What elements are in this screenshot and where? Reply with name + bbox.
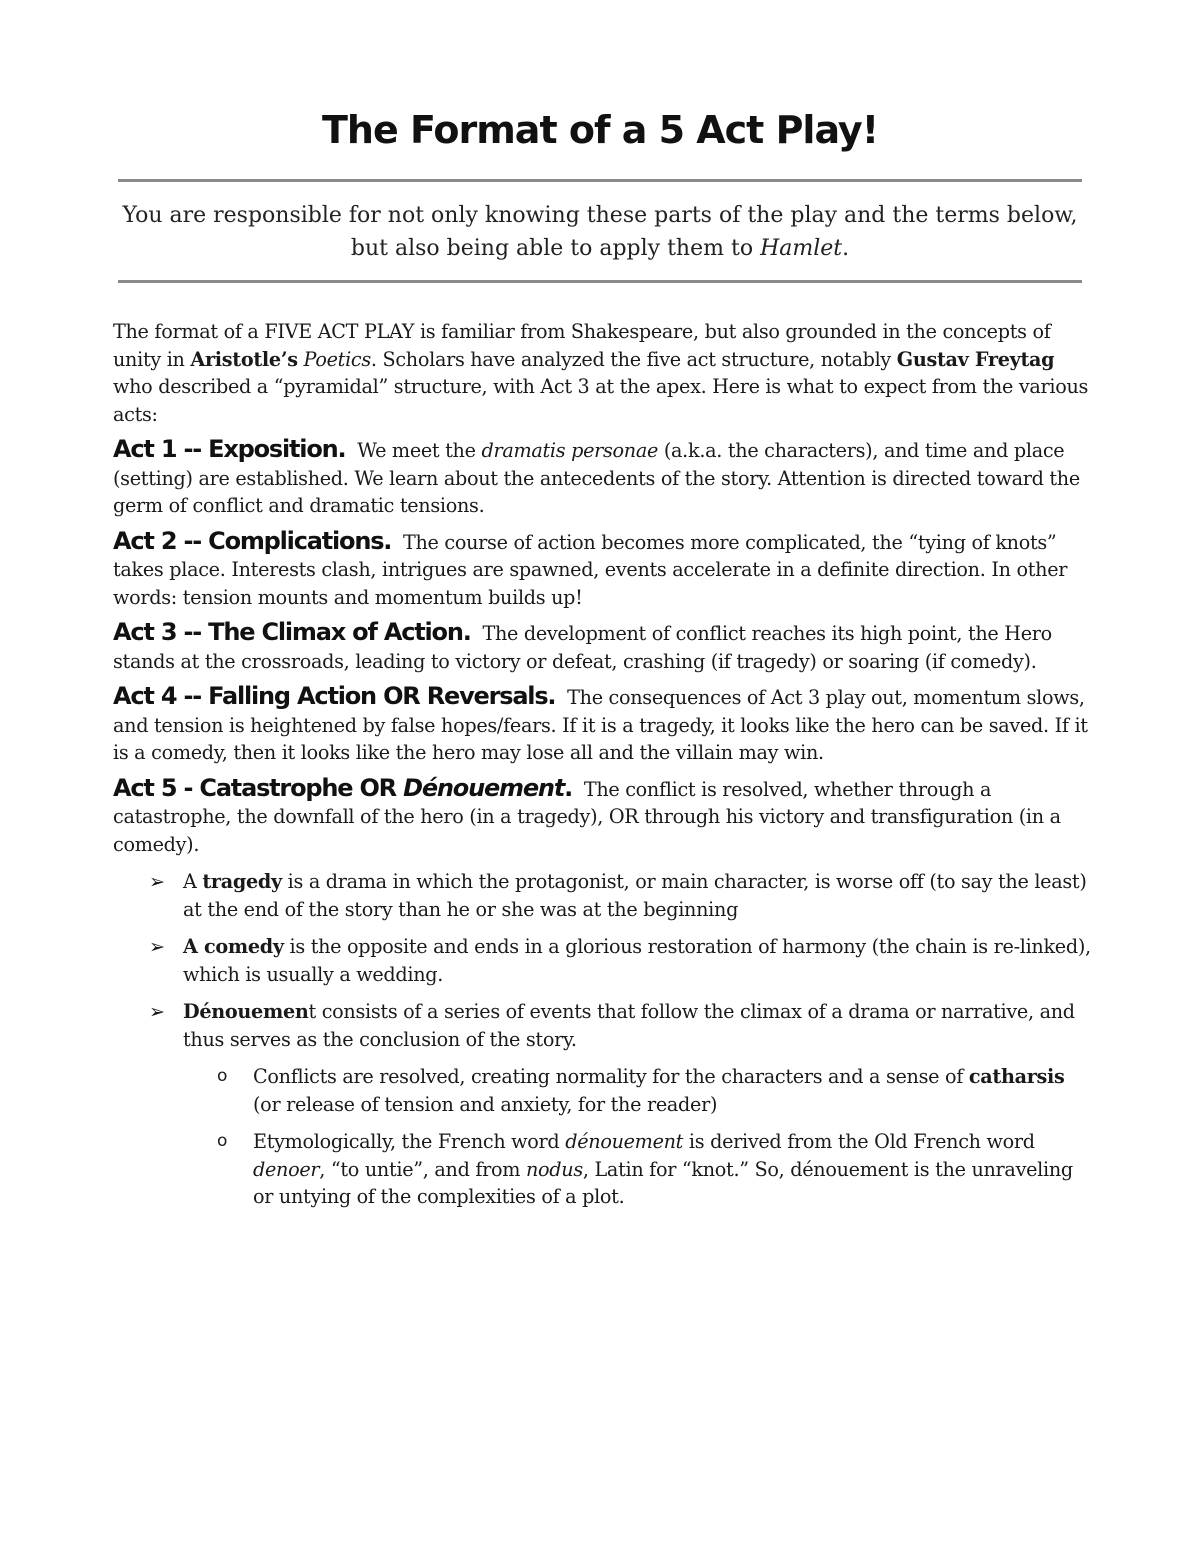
list-item-text: t consists of a series of events that follow the climax of a drama or narrative, and thus serves as the conclusion of the story. [183, 1000, 1075, 1051]
act-4-text: The consequences of Act 3 play out, momentum slows, and tension is heightened by false hopes/fears. If it is a tragedy, it looks like the hero can be saved. If it is a comedy, then it looks like the hero may lose all and the villain may win. [113, 686, 1088, 764]
intro-poetics: Poetics [303, 347, 371, 371]
act-1-italic-term: dramatis personae [481, 439, 659, 462]
term-catharsis: catharsis [968, 1065, 1065, 1088]
notice-period: . [842, 236, 850, 261]
document-body [113, 318, 1093, 1221]
page-title: The Format of a 5 Act Play! [321, 108, 879, 152]
arrow-bullet-icon: ➢ [149, 935, 165, 958]
sub-item-text: , “to untie”, and from [319, 1157, 526, 1181]
arrow-bullet-icon: ➢ [149, 1000, 165, 1023]
intro-text: The format of a FIVE ACT PLAY is familiar from Shakespeare, but also grounded in the concepts of unity in [113, 320, 1051, 371]
act-3-heading: Act 3 -- The Climax of Action. [113, 618, 471, 646]
act-2-paragraph [113, 528, 1093, 612]
act-3-text: The development of conflict reaches its high point, the Hero stands at the crossroads, leading to victory or defeat, crashing (if tragedy) or soaring (if comedy). [113, 622, 1052, 673]
list-item-denouement [149, 998, 1093, 1211]
sub-item-etymology [217, 1128, 1093, 1211]
sub-item-text: is derived from the Old French word [683, 1130, 1035, 1153]
list-item-text: is a drama in which the protagonist, or main character, is worse off (to say the least) at the end of the story than he or she was at the beginning [183, 870, 1087, 921]
act-5-heading-end: . [564, 773, 573, 802]
intro-paragraph [113, 318, 1093, 428]
list-item-comedy [149, 933, 1093, 988]
act-1-text: (a.k.a. the characters), and time and place (setting) are established. We learn about the antecedents of the story. Attention is directed toward the germ of conflict and dramatic tensions. [113, 439, 1080, 517]
circle-bullet-icon: o [217, 1131, 228, 1151]
circle-bullet-icon: o [217, 1066, 228, 1086]
sub-item-text: , Latin for “knot.” So, dénouement is the unraveling or untying of the complexities of a plot. [253, 1157, 1073, 1208]
act-5-heading-italic: Dénouement [403, 773, 565, 802]
bottom-divider [118, 280, 1082, 283]
list-item-text: A [183, 870, 203, 893]
act-4-heading: Act 4 -- Falling Action OR Reversals. [113, 682, 556, 710]
list-item-text: is the opposite and ends in a glorious restoration of harmony (the chain is re-linked), which is usually a wedding. [183, 935, 1091, 986]
act-5-heading-text: Act 5 - Catastrophe OR [113, 773, 404, 802]
arrow-bullet-icon: ➢ [149, 870, 165, 893]
act-5-text: The conflict is resolved, whether through a catastrophe, the downfall of the hero (in a tragedy), OR through his victory and transfiguration (in a comedy). [113, 777, 1061, 856]
notice-work-title: Hamlet [760, 236, 843, 261]
term-tragedy: tragedy [202, 870, 282, 893]
notice-text: You are responsible for not only knowing these parts of the play and the terms below, but also being able to apply them to [122, 203, 1078, 261]
intro-text: who described a “pyramidal” structure, with Act 3 at the apex. Here is what to expect from the various acts: [113, 375, 1089, 426]
act-2-text: The course of action becomes more complicated, the “tying of knots” takes place. Interests clash, intrigues are spawned, events accelerate in a definite direction. In other words: tension mounts and momentum builds up! [113, 530, 1068, 609]
intro-freytag: Gustav Freytag [896, 347, 1055, 371]
intro-aristotle: Aristotle’s [190, 347, 298, 371]
intro-text: . Scholars have analyzed the five act structure, notably [370, 347, 897, 371]
act-4-paragraph [113, 683, 1093, 767]
sub-item-text: Etymologically, the French word [253, 1130, 566, 1153]
act-3-paragraph [113, 619, 1093, 675]
act-1-heading: Act 1 -- Exposition. [113, 435, 346, 463]
term-denouement: Dénouemen [183, 1000, 309, 1023]
sub-item-text: Conflicts are resolved, creating normality for the characters and a sense of [253, 1065, 969, 1088]
list-item-tragedy [149, 868, 1093, 923]
top-divider [118, 179, 1082, 182]
act-1-text: We meet the [351, 439, 482, 462]
act-5-heading [113, 774, 572, 802]
italic-denouement: dénouement [565, 1130, 684, 1153]
italic-nodus: nodus [525, 1157, 583, 1181]
term-comedy: A comedy [183, 935, 284, 958]
sub-item-text: (or release of tension and anxiety, for the reader) [253, 1092, 718, 1116]
act-1-paragraph [113, 436, 1093, 520]
denouement-sublist [183, 1063, 1093, 1211]
act-5-paragraph [113, 775, 1093, 859]
sub-item-catharsis [217, 1063, 1093, 1118]
act-2-heading: Act 2 -- Complications. [113, 526, 392, 555]
responsibility-notice [110, 199, 1090, 265]
italic-denoer: denoer [253, 1157, 320, 1181]
term-list [113, 868, 1093, 1211]
